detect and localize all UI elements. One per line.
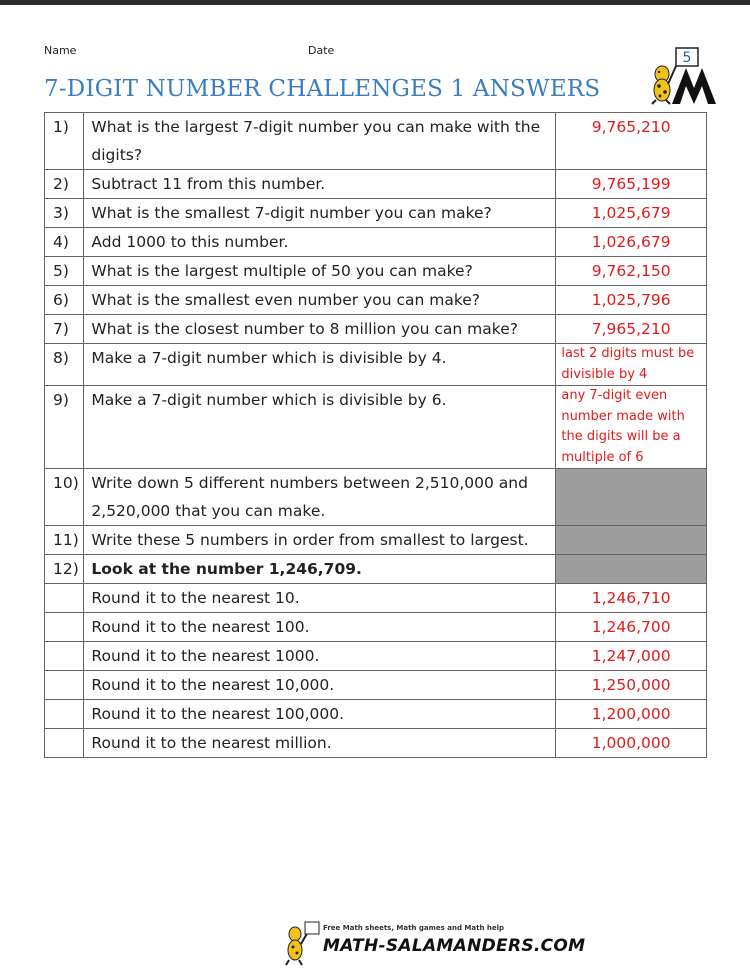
answer-cell: 1,200,000 (556, 700, 707, 729)
table-row (45, 555, 707, 584)
table-row (45, 286, 707, 315)
question-text: What is the largest multiple of 50 you can make? (84, 257, 556, 286)
answer-cell-shaded (556, 469, 707, 526)
table-row (45, 199, 707, 228)
question-number (45, 642, 84, 671)
level-badge-text: 5 (682, 50, 692, 66)
question-text: Round it to the nearest 100,000. (84, 700, 556, 729)
salamander-level-logo (646, 46, 716, 106)
table-row (45, 671, 707, 700)
answer-cell-shaded (556, 526, 707, 555)
question-text: Write down 5 different numbers between 2,510,000 and 2,520,000 that you can make. (84, 469, 556, 526)
table-row (45, 700, 707, 729)
table-row (45, 257, 707, 286)
question-number: 3) (45, 199, 84, 228)
answer-cell-shaded (556, 555, 707, 584)
footer-tagline: Free Math sheets, Math games and Math help (323, 924, 505, 932)
question-text: Subtract 11 from this number. (84, 170, 556, 199)
answer-cell: 1,246,700 (556, 613, 707, 642)
answer-cell: 1,025,679 (556, 199, 707, 228)
question-text: Round it to the nearest 1000. (84, 642, 556, 671)
answer-cell: 9,765,199 (556, 170, 707, 199)
name-label: Name (44, 44, 77, 57)
question-text: Make a 7-digit number which is divisible by 6. (84, 386, 556, 469)
question-text: Round it to the nearest 10,000. (84, 671, 556, 700)
footer-salamander-icon (283, 920, 321, 966)
answer-cell: 1,250,000 (556, 671, 707, 700)
footer-logo (283, 920, 586, 966)
answer-cell: any 7-digit even number made with the digits will be a multiple of 6 (556, 386, 707, 469)
answer-cell: 1,026,679 (556, 228, 707, 257)
question-text: Round it to the nearest 10. (84, 584, 556, 613)
date-label: Date (308, 44, 335, 57)
question-text: Write these 5 numbers in order from smallest to largest. (84, 526, 556, 555)
question-number: 8) (45, 344, 84, 386)
question-number: 5) (45, 257, 84, 286)
table-row (45, 729, 707, 758)
table-row (45, 228, 707, 257)
question-number: 7) (45, 315, 84, 344)
table-row (45, 613, 707, 642)
answer-cell: 9,765,210 (556, 113, 707, 170)
table-row (45, 386, 707, 469)
question-number: 6) (45, 286, 84, 315)
table-row (45, 469, 707, 526)
question-text: What is the closest number to 8 million you can make? (84, 315, 556, 344)
question-number (45, 700, 84, 729)
question-text: What is the smallest even number you can make? (84, 286, 556, 315)
question-number (45, 729, 84, 758)
question-number: 11) (45, 526, 84, 555)
top-border-bar (0, 0, 750, 5)
answer-cell: 1,025,796 (556, 286, 707, 315)
table-row (45, 642, 707, 671)
answer-cell: 7,965,210 (556, 315, 707, 344)
answer-cell: 1,000,000 (556, 729, 707, 758)
questions-table (44, 112, 707, 758)
table-row (45, 344, 707, 386)
question-number (45, 671, 84, 700)
question-number (45, 613, 84, 642)
question-text: What is the largest 7-digit number you can make with the digits? (84, 113, 556, 170)
footer-brand: MATH-SALAMANDERS.COM (323, 936, 586, 956)
question-text: Round it to the nearest 100. (84, 613, 556, 642)
answer-cell: 9,762,150 (556, 257, 707, 286)
page-title: 7-DIGIT NUMBER CHALLENGES 1 ANSWERS (44, 76, 601, 102)
question-number: 4) (45, 228, 84, 257)
question-number: 2) (45, 170, 84, 199)
question-text: Round it to the nearest million. (84, 729, 556, 758)
question-text: Make a 7-digit number which is divisible by 4. (84, 344, 556, 386)
question-text: Add 1000 to this number. (84, 228, 556, 257)
question-text: Look at the number 1,246,709. (84, 555, 556, 584)
table-row (45, 315, 707, 344)
question-number: 9) (45, 386, 84, 469)
question-number: 1) (45, 113, 84, 170)
table-row (45, 170, 707, 199)
question-text: What is the smallest 7-digit number you can make? (84, 199, 556, 228)
question-number (45, 584, 84, 613)
question-number: 12) (45, 555, 84, 584)
question-number: 10) (45, 469, 84, 526)
answer-cell: last 2 digits must be divisible by 4 (556, 344, 707, 386)
table-row (45, 526, 707, 555)
table-row (45, 113, 707, 170)
table-row (45, 584, 707, 613)
answer-cell: 1,247,000 (556, 642, 707, 671)
answer-cell: 1,246,710 (556, 584, 707, 613)
